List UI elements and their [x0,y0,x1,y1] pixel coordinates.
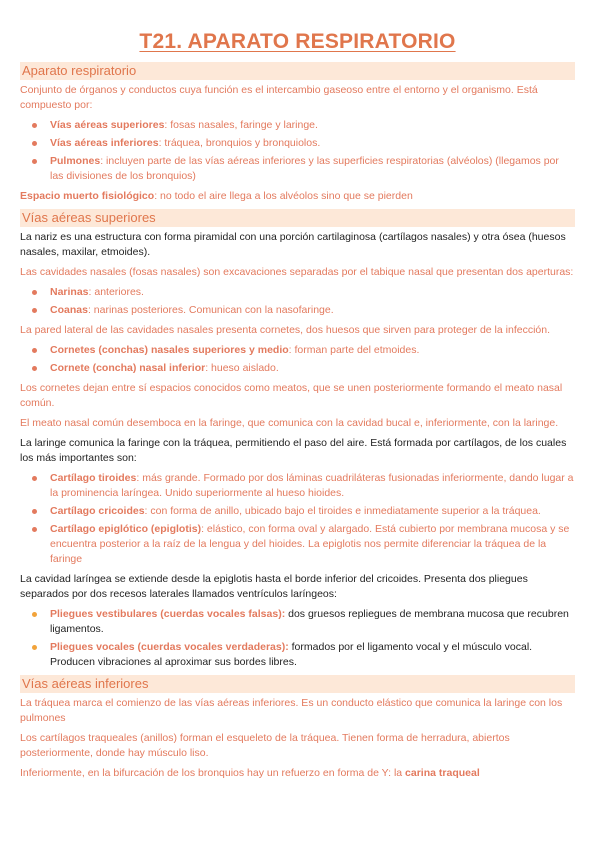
paragraph: Las cavidades nasales (fosas nasales) son excavaciones separadas por el tabique nasal que presentan dos aperturas: [20,266,574,278]
document-page [20,30,575,786]
list-apertures [20,285,575,318]
paragraph: Los cornetes dejan entre sí espacios conocidos como meatos, que se unen posteriormente formando el meato nasal común. [20,382,563,409]
list-cartilagos [20,471,575,567]
list-item: Narinas: anteriores. [20,285,575,300]
list-components [20,118,575,184]
page-title: T21. APARATO RESPIRATORIO [139,30,456,53]
list-item: Cartílago tiroides: más grande. Formado por dos láminas cuadriláteras fusionadas inferiormente, dando lugar a la prominencia laríngea. Unido superiormente al hueso hioides. [20,471,575,501]
list-cornetes [20,343,575,376]
list-item: Coanas: narinas posteriores. Comunican con la nasofaringe. [20,303,575,318]
list-item: Cartílago epiglótico (epiglotis): elástico, con forma oval y alargado. Está cubierto por membrana mucosa y se encuentra posterior a la raíz de la lengua y del hioides. La epiglotis nos permite diferenciar la tráquea de la faringe [20,522,575,567]
paragraph: La cavidad laríngea se extiende desde la epiglotis hasta el borde inferior del cricoides. Presenta dos pliegues separados por dos recesos laterales llamados ventrículos laríngeos: [20,573,528,600]
paragraph: La pared lateral de las cavidades nasales presenta cornetes, dos huesos que sirven para proteger de la infección. [20,324,550,336]
list-item: Pliegues vocales (cuerdas vocales verdaderas): formados por el ligamento vocal y el músculo vocal. Producen vibraciones al aproximar sus bordes libres. [20,640,575,670]
section-heading-superiores: Vías aéreas superiores [20,209,575,227]
list-item: Vías aéreas superiores: fosas nasales, faringe y laringe. [20,118,575,133]
paragraph-dead-space: Espacio muerto fisiológico: no todo el aire llega a los alvéolos sino que se pierden [20,190,413,202]
list-item: Cartílago cricoides: con forma de anillo, ubicado bajo el tiroides e inmediatamente superior a la tráquea. [20,504,575,519]
paragraph: El meato nasal común desemboca en la faringe, que comunica con la cavidad bucal e, inferiormente, con la laringe. [20,417,559,429]
paragraph: Conjunto de órganos y conductos cuya función es el intercambio gaseoso entre el entorno y el organismo. Está compuesto por: [20,84,538,111]
section-heading-aparato: Aparato respiratorio [20,62,575,80]
paragraph: Inferiormente, en la bifurcación de los bronquios hay un refuerzo en forma de Y: la carina traqueal [20,767,480,779]
paragraph: Los cartílagos traqueales (anillos) forman el esqueleto de la tráquea. Tienen forma de herradura, abiertos posteriormente, donde hay músculo liso. [20,732,510,759]
paragraph: La nariz es una estructura con forma piramidal con una porción cartilaginosa (cartílagos nasales) y otra ósea (huesos nasales, maxilar, etmoides). [20,231,566,258]
list-pliegues [20,607,575,670]
paragraph: La tráquea marca el comienzo de las vías aéreas inferiores. Es un conducto elástico que comunica la laringe con los pulmones [20,697,563,724]
paragraph: La laringe comunica la faringe con la tráquea, permitiendo el paso del aire. Está formada por cartílagos, de los cuales los más importantes son: [20,437,567,464]
list-item: Cornetes (conchas) nasales superiores y medio: forman parte del etmoides. [20,343,575,358]
list-item: Cornete (concha) nasal inferior: hueso aislado. [20,361,575,376]
list-item: Pulmones: incluyen parte de las vías aéreas inferiores y las superficies respiratorias (alvéolos) (llegamos por las divisiones de los bronquios) [20,154,575,184]
list-item: Vías aéreas inferiores: tráquea, bronquios y bronquiolos. [20,136,575,151]
section-heading-inferiores: Vías aéreas inferiores [20,675,575,693]
list-item: Pliegues vestibulares (cuerdas vocales falsas): dos gruesos repliegues de membrana mucosa que recubren ligamentos. [20,607,575,637]
